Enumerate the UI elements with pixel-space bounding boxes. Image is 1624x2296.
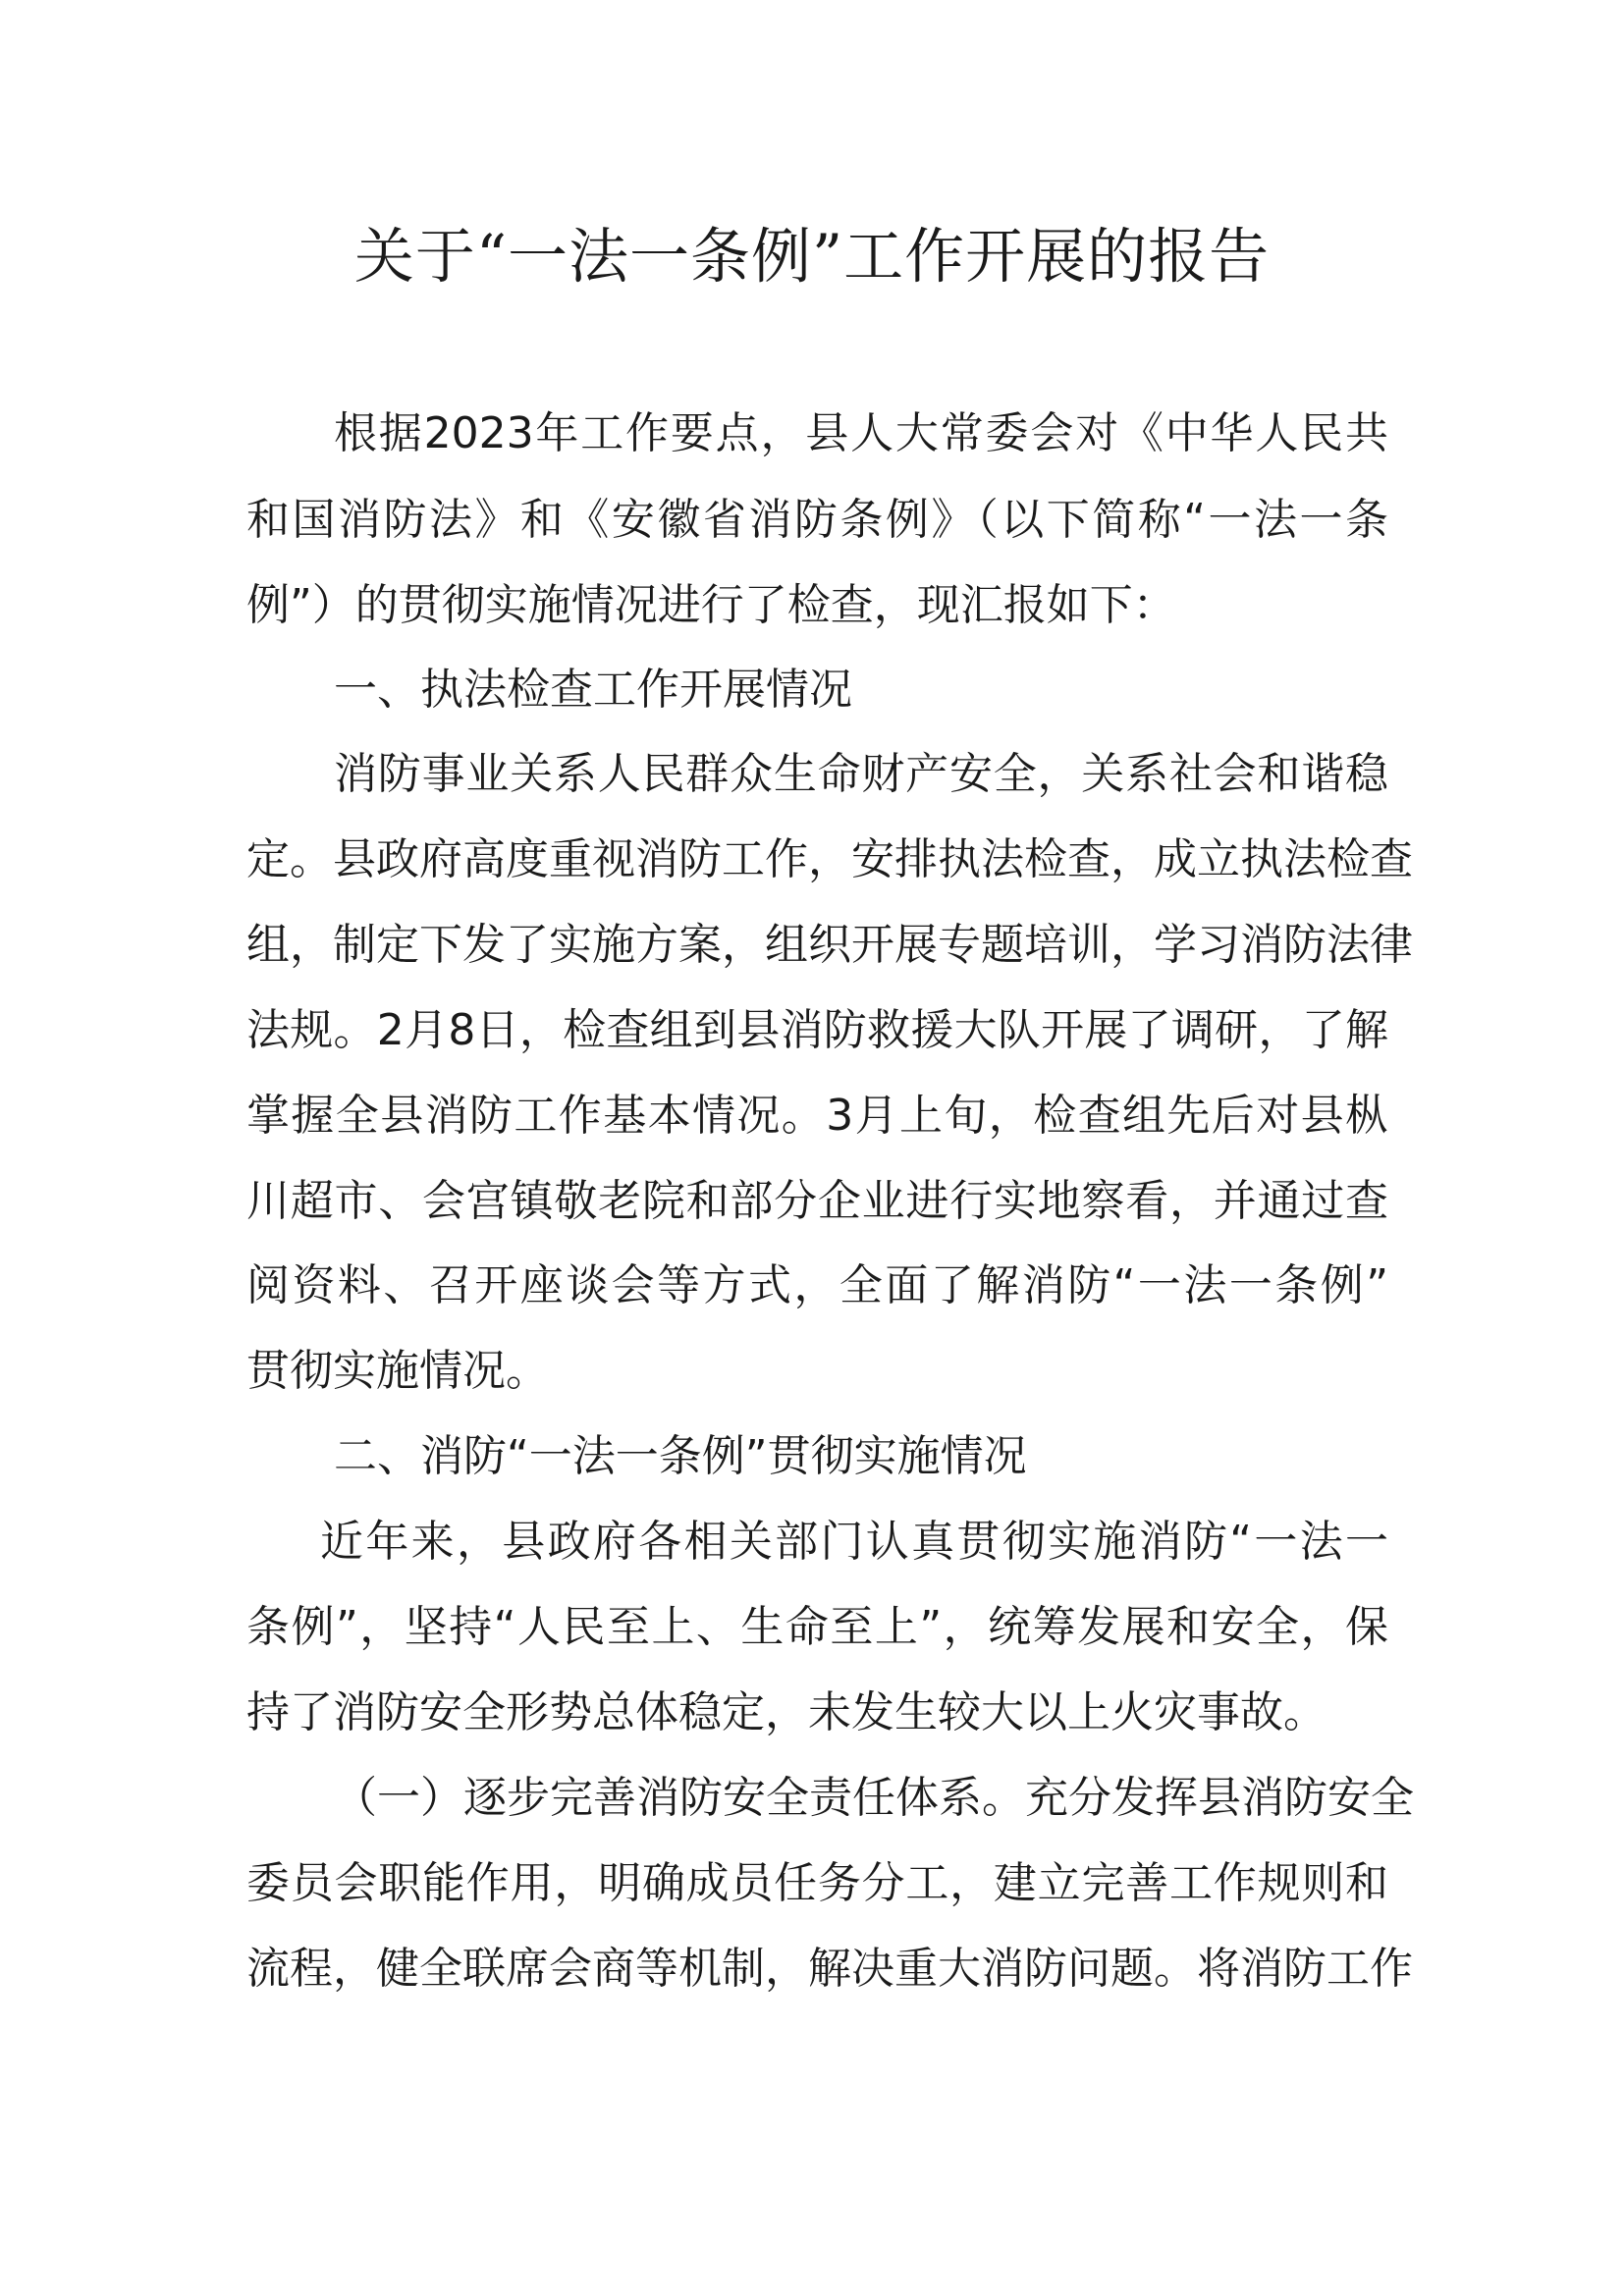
paragraph-line: 消防事业关系人民群众生命财产安全，关系社会和谐稳 [334, 749, 1388, 799]
paragraph-line: 条例”，坚持“人民至上、生命至上”，统筹发展和安全，保 [246, 1602, 1388, 1652]
paragraph-line: 委员会职能作用，明确成员任务分工，建立完善工作规则和 [246, 1858, 1388, 1908]
paragraph-line: 川超市、会宫镇敬老院和部分企业进行实地察看，并通过查 [246, 1176, 1388, 1226]
paragraph-line: 组，制定下发了实施方案，组织开展专题培训，学习消防法律 [246, 920, 1413, 970]
section-heading: 一、执法检查工作开展情况 [334, 665, 852, 715]
paragraph-line: 近年来，县政府各相关部门认真贯彻实施消防“一法一 [320, 1517, 1388, 1567]
paragraph-line: 和国消防法》和《安徽省消防条例》（以下简称“一法一条 [246, 495, 1388, 545]
section-heading: 二、消防“一法一条例”贯彻实施情况 [334, 1431, 1027, 1481]
paragraph-line: （一）逐步完善消防安全责任体系。充分发挥县消防安全 [334, 1773, 1414, 1823]
paragraph-line: 根据2023年工作要点，县人大常委会对《中华人民共 [334, 408, 1388, 458]
paragraph-line: 持了消防安全形势总体稳定，未发生较大以上火灾事故。 [246, 1687, 1326, 1737]
paragraph-line: 流程，健全联席会商等机制，解决重大消防问题。将消防工作 [246, 1944, 1413, 1994]
paragraph-line: 法规。2月8日，检查组到县消防救援大队开展了调研，了解 [246, 1005, 1388, 1055]
paragraph-line: 定。县政府高度重视消防工作，安排执法检查，成立执法检查 [246, 834, 1413, 884]
paragraph-line: 阅资料、召开座谈会等方式，全面了解消防“一法一条例” [246, 1260, 1388, 1310]
paragraph-line: 贯彻实施情况。 [246, 1346, 549, 1396]
paragraph-line: 掌握全县消防工作基本情况。3月上旬，检查组先后对县枞 [246, 1091, 1388, 1141]
document-title: 关于“一法一条例”工作开展的报告 [353, 222, 1271, 292]
paragraph-line: 例”）的贯彻实施情况进行了检查，现汇报如下： [246, 580, 1176, 630]
